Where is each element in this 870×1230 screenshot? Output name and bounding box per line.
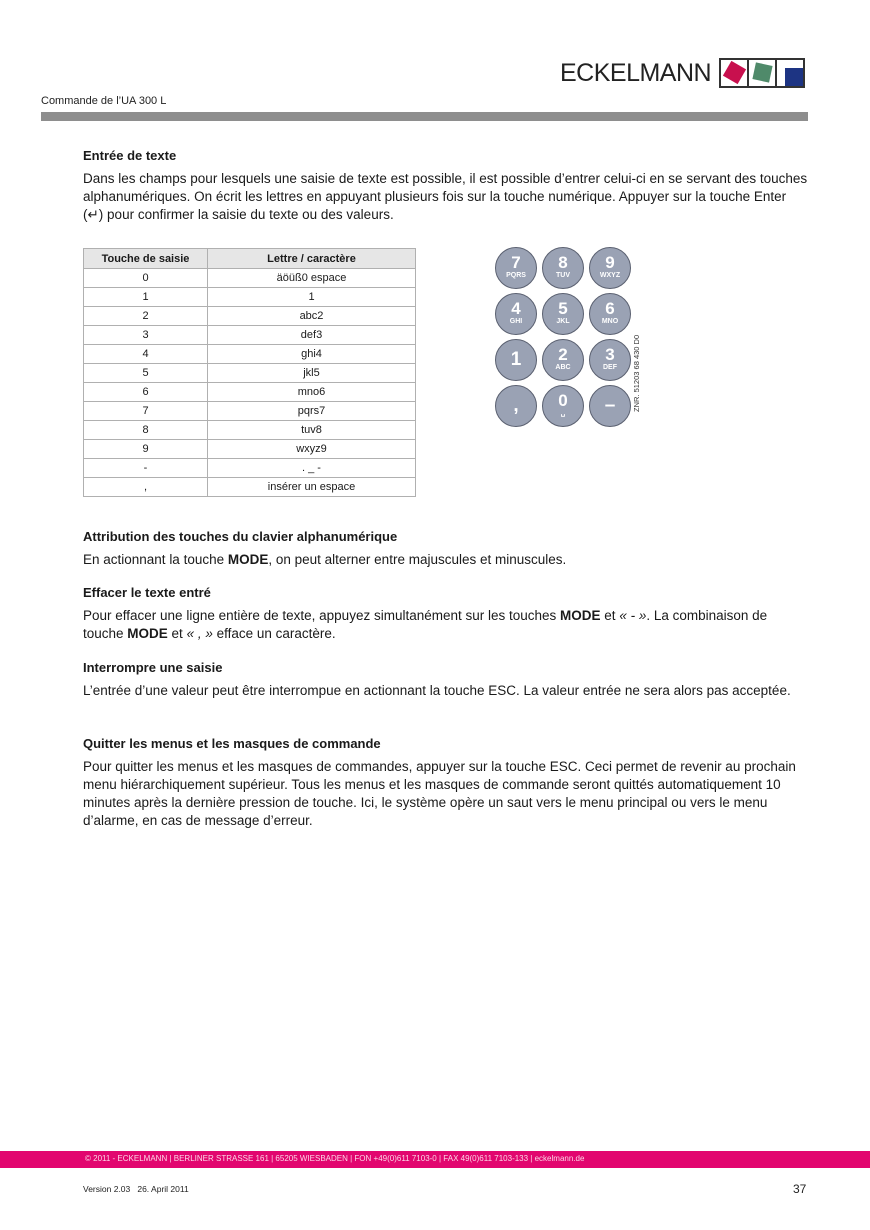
key-2: 2 ABC bbox=[542, 339, 584, 381]
section-key-assignment bbox=[83, 529, 808, 569]
section-body: Pour effacer une ligne entière de texte, appuyez simultanément sur les touches MODE et « - ». La combinaison de touche MODE et « , » efface un caractère. bbox=[83, 608, 768, 641]
table-row bbox=[84, 440, 416, 459]
key-minus: – bbox=[589, 385, 631, 427]
character-cell: tuv8 bbox=[208, 421, 416, 440]
character-cell: 1 bbox=[208, 288, 416, 307]
table-row bbox=[84, 421, 416, 440]
key-cell: 5 bbox=[84, 364, 208, 383]
section-title: Attribution des touches du clavier alphanumérique bbox=[83, 529, 398, 544]
key-8: 8 TUV bbox=[542, 247, 584, 289]
logo-mark bbox=[719, 58, 805, 88]
character-cell: jkl5 bbox=[208, 364, 416, 383]
character-cell: def3 bbox=[208, 326, 416, 345]
column-header-character: Lettre / caractère bbox=[208, 249, 416, 269]
key-cell: 0 bbox=[84, 269, 208, 288]
key-cell: 9 bbox=[84, 440, 208, 459]
key-0-space: 0 ␣ bbox=[542, 385, 584, 427]
section-body: En actionnant la touche MODE, on peut alterner entre majuscules et minuscules. bbox=[83, 552, 567, 567]
table-row bbox=[84, 478, 416, 497]
key-1: 1 bbox=[495, 339, 537, 381]
character-cell: abc2 bbox=[208, 307, 416, 326]
table-header-row bbox=[84, 249, 416, 269]
header-divider bbox=[41, 112, 808, 121]
document-title: Commande de l’UA 300 L bbox=[41, 95, 167, 107]
section-clear-text bbox=[83, 585, 808, 643]
key-mapping-table bbox=[83, 248, 416, 497]
section-quit-menus bbox=[83, 736, 808, 830]
key-cell: 1 bbox=[84, 288, 208, 307]
key-cell: 6 bbox=[84, 383, 208, 402]
green-square-icon bbox=[753, 62, 773, 82]
character-cell: äöüß0 espace bbox=[208, 269, 416, 288]
column-header-key: Touche de saisie bbox=[84, 249, 208, 269]
table-row bbox=[84, 345, 416, 364]
page-number: 37 bbox=[793, 1182, 807, 1196]
section-title: Effacer le texte entré bbox=[83, 585, 211, 600]
table-row bbox=[84, 402, 416, 421]
character-cell: insérer un espace bbox=[208, 478, 416, 497]
key-7: 7 PQRS bbox=[495, 247, 537, 289]
section-interrupt bbox=[83, 660, 808, 700]
footer-bar bbox=[0, 1151, 870, 1168]
section-body: Pour quitter les menus et les masques de commandes, appuyer sur la touche ESC. Ceci permet de revenir au prochain menu hiérarchiquement supérieur. Tous les menus et les masques de commande seront quittés automatiquement 10 minutes après la dernière pression de touche. Ici, le système opère un saut vers le menu principal ou vers le menu d’alarme, en cas de message d’erreur. bbox=[83, 759, 796, 828]
section-title: Interrompre une saisie bbox=[83, 660, 223, 675]
section-body: L’entrée d’une valeur peut être interrompue en actionnant la touche ESC. La valeur entrée ne sera alors pas acceptée. bbox=[83, 683, 791, 698]
table-row bbox=[84, 307, 416, 326]
table-row bbox=[84, 459, 416, 478]
key-cell: 4 bbox=[84, 345, 208, 364]
character-cell: pqrs7 bbox=[208, 402, 416, 421]
version-info: Version 2.03 26. April 2011 bbox=[83, 1184, 189, 1194]
key-cell: 3 bbox=[84, 326, 208, 345]
key-3: 3 DEF bbox=[589, 339, 631, 381]
space-icon: ␣ bbox=[560, 410, 566, 417]
key-5: 5 JKL bbox=[542, 293, 584, 335]
section-text-entry bbox=[83, 148, 808, 224]
table-row bbox=[84, 288, 416, 307]
key-cell: - bbox=[84, 459, 208, 478]
key-6: 6 MNO bbox=[589, 293, 631, 335]
key-cell: 7 bbox=[84, 402, 208, 421]
character-cell: . _ - bbox=[208, 459, 416, 478]
key-cell: , bbox=[84, 478, 208, 497]
key-4: 4 GHI bbox=[495, 293, 537, 335]
key-cell: 8 bbox=[84, 421, 208, 440]
section-title: Quitter les menus et les masques de commande bbox=[83, 736, 381, 751]
eckelmann-logo bbox=[560, 58, 805, 88]
table-row bbox=[84, 364, 416, 383]
section-title: Entrée de texte bbox=[83, 148, 177, 163]
table-row bbox=[84, 383, 416, 402]
footer-address: © 2011 - ECKELMANN | BERLINER STRASSE 161 | 65205 WIESBADEN | FON +49(0)611 7103-0 | FAX 49(0)611 7103-133 | eckelmann.de bbox=[85, 1154, 585, 1163]
character-cell: ghi4 bbox=[208, 345, 416, 364]
brand-name: ECKELMANN bbox=[560, 58, 712, 87]
section-body: Dans les champs pour lesquels une saisie de texte est possible, il est possible d’entrer celui-ci en se servant des touches alphanumériques. On écrit les lettres en appuyant plusieurs fois sur la touche numérique. Appuyer sur la touche Enter (↵) pour confirmer la saisie du texte ou des valeurs. bbox=[83, 171, 808, 222]
blue-square-icon bbox=[785, 68, 803, 86]
character-cell: wxyz9 bbox=[208, 440, 416, 459]
character-cell: mno6 bbox=[208, 383, 416, 402]
key-9: 9 WXYZ bbox=[589, 247, 631, 289]
key-comma: , bbox=[495, 385, 537, 427]
red-diamond-icon bbox=[723, 61, 746, 84]
table-row bbox=[84, 269, 416, 288]
figure-reference: ZNR. 51203 68 430 D0 bbox=[632, 334, 641, 412]
table-row bbox=[84, 326, 416, 345]
key-cell: 2 bbox=[84, 307, 208, 326]
